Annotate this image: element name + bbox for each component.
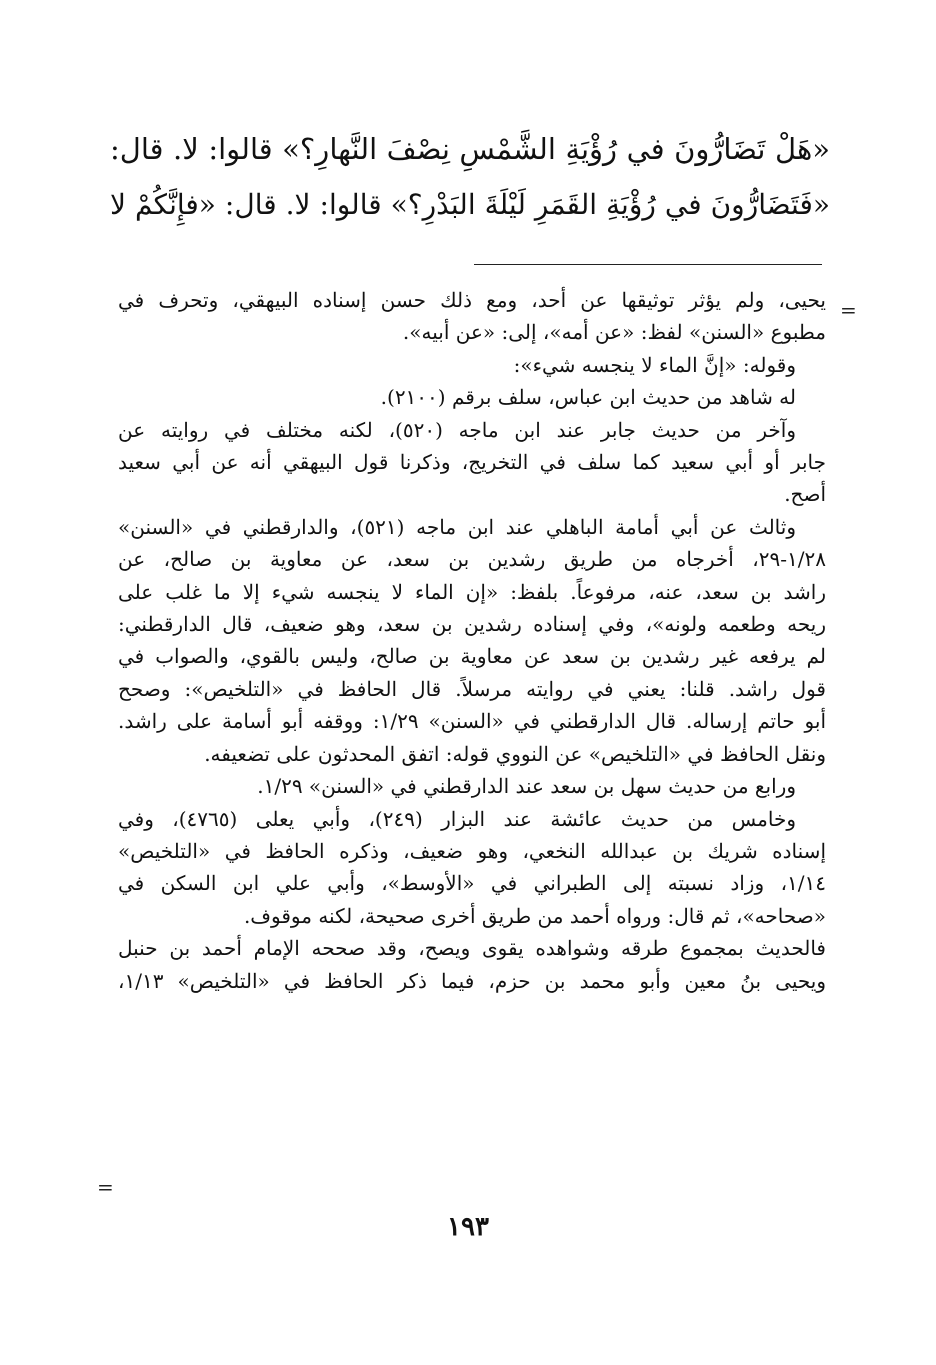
footnote-line: أصح. xyxy=(784,482,826,507)
footnote-line: وثالث عن أبي أمامة الباهلي عند ابن ماجه (٥٢١)، والدارقطني في «السنن» xyxy=(118,514,796,539)
footnote-line: جابر أو أبي سعيد كما سلف في التخريج، وذكرنا قول البيهقي أنه عن أبي سعيد xyxy=(118,450,826,475)
footnote-line: ويحيى بنُ معين وأبو محمد بن حزم، فيما ذكر الحافظ في «التلخيص» ١/١٣، xyxy=(118,968,826,993)
footnote-line: فالحديث بمجموع طرقه وشواهده يقوى ويصح، وقد صححه الإمام أحمد بن حنبل xyxy=(118,936,826,961)
footnote-separator xyxy=(474,264,822,265)
main-text-line: «فَتَضَارُّونَ في رُؤْيَةِ القَمَرِ لَيْلَةَ البَدْرِ؟» قالوا: لا. قال: «فإِنَّكُمْ لا xyxy=(110,188,830,221)
footnote-line: ونقل الحافظ في «التلخيص» عن النووي قوله: اتفق المحدثون على تضعيفه. xyxy=(204,741,826,766)
footnote-line: ريحه وطعمه ولونه»، وفي إسناده رشدين بن سعد، وهو ضعيف، قال الدارقطني: xyxy=(118,612,826,637)
main-text-line: «هَلْ تَضَارُّونَ في رُؤْيَةِ الشَّمْسِ نِصْفَ النَّهارِ؟» قالوا: لا. قال: xyxy=(110,132,830,166)
footnote-line: يحيى، ولم يؤثر توثيقها عن أحد، ومع ذلك حسن إسناده البيهقي، وتحرف في xyxy=(118,288,826,312)
page-number: ١٩٣ xyxy=(447,1212,489,1242)
footnote-line: لم يرفعه غير رشدين بن سعد عن معاوية بن صالح، وليس بالقوي، والصواب في xyxy=(118,644,826,669)
footnote-line: مطبوع «السنن» لفظ: «عن أمه»، إلى: «عن أبيه». xyxy=(402,320,826,345)
footnote-line: وخامس من حديث عائشة عند البزار (٢٤٩)، وأبي يعلى (٤٧٦٥)، وفي xyxy=(118,806,796,831)
hadith-main-text xyxy=(110,122,830,232)
footnote-line: راشد بن سعد، عنه، مرفوعاً. بلفظ: «إن الماء لا ينجسه شيء إلا ما غلب على xyxy=(118,579,826,604)
footnote-line: «صحاحه»، ثم قال: ورواه أحمد من طريق أخرى صحيحة، لكنه موقوف. xyxy=(243,903,826,928)
footnote-line: ١/١٤، وزاد نسبته إلى الطبراني في «الأوسط»، وأبي علي ابن السكن في xyxy=(118,871,826,896)
footnote-line: قول راشد. قلنا: يعني في روايته مرسلاً. قال الحافظ في «التلخيص»: وصحح xyxy=(118,676,826,701)
footnote-line: ١/٢٨-٢٩، أخرجاه من طريق رشدين بن سعد، عن معاوية بن صالح، عن xyxy=(118,547,826,572)
footnote-line: ورابع من حديث سهل بن سعد عند الدارقطني في «السنن» ١/٢٩. xyxy=(257,774,796,799)
footnote-line: أبو حاتم إرساله. قال الدارقطني في «السنن» ١/٢٩: ووقفه أبو أسامة على راشد. xyxy=(118,709,826,734)
footnote-line: وآخر من حديث جابر عند ابن ماجه (٥٢٠)، لكنه مختلف في روايته عن xyxy=(118,417,796,442)
footnotes-block xyxy=(118,284,826,997)
continuation-mark-top: = xyxy=(840,298,857,322)
footnote-line: إسناده شريك بن عبدالله النخعي، وهو ضعيف، وذكره الحافظ في «التلخيص» xyxy=(118,838,826,863)
continuation-mark-bottom: = xyxy=(97,1175,114,1199)
footnote-line: وقوله: «إنَّ الماء لا ينجسه شيء»: xyxy=(513,352,796,377)
footnote-line: له شاهد من حديث ابن عباس، سلف برقم (٢١٠٠). xyxy=(380,385,796,410)
